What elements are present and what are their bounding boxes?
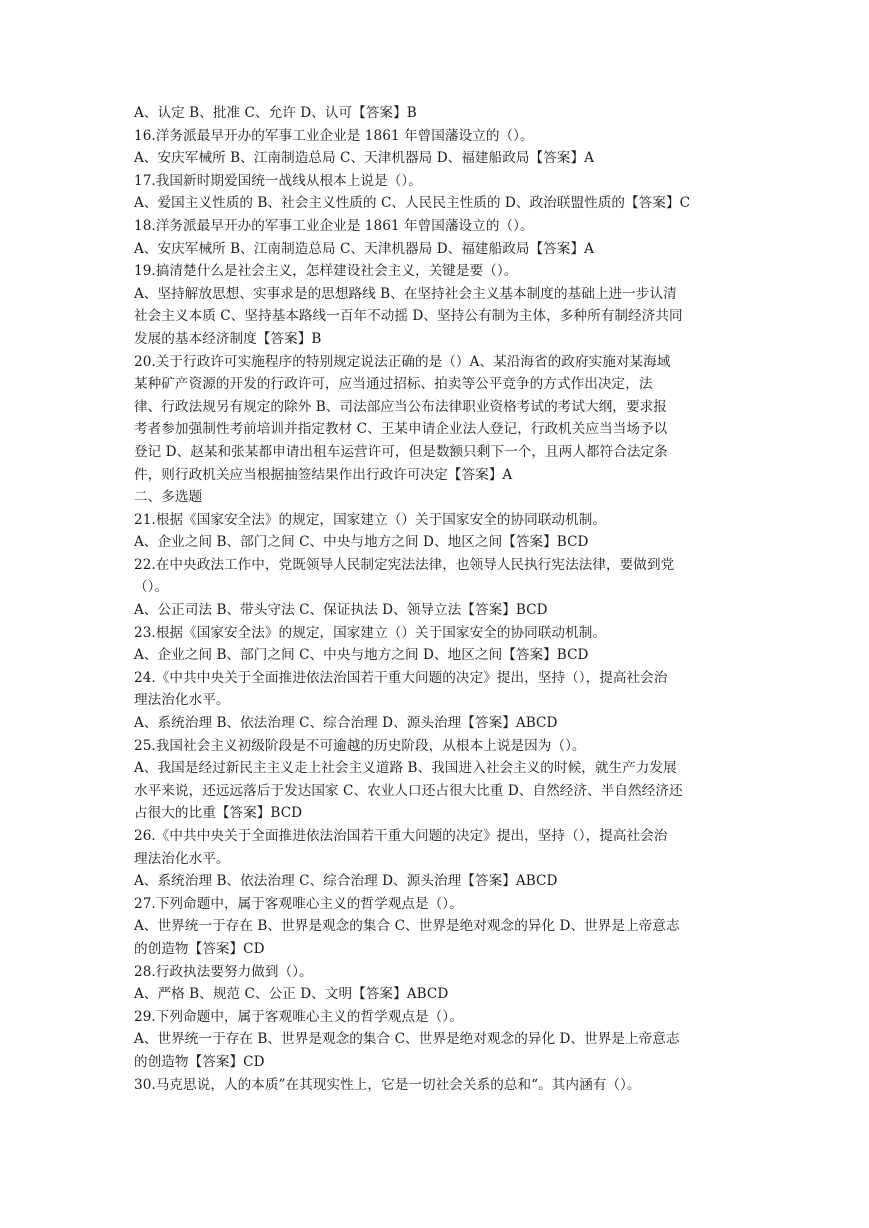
text-line: 社会主义本质 C、坚持基本路线一百年不动摇 D、坚持公有制为主体，多种所有制经济共同 bbox=[134, 308, 683, 325]
text-line: A、公正司法 B、带头守法 C、保证执法 D、领导立法【答案】BCD bbox=[134, 602, 548, 619]
text-line: A、系统治理 B、依法治理 C、综合治理 D、源头治理【答案】ABCD bbox=[134, 873, 558, 890]
text-line: 发展的基本经济制度【答案】B bbox=[134, 330, 322, 347]
text-line: 的创造物【答案】CD bbox=[134, 1053, 265, 1070]
question-22: 22.在中央政法工作中，党既领导人民制定宪法法律，也领导人民执行宪法法律，要做到党 bbox=[134, 556, 675, 573]
question-19: 19.搞清楚什么是社会主义，怎样建设社会主义，关键是要（）。 bbox=[134, 263, 518, 280]
text-line: 登记 D、赵某和张某都申请出租车运营许可，但是数额只剩下一个，且两人都符合法定条 bbox=[134, 443, 668, 460]
document-body bbox=[134, 102, 739, 1096]
section-heading: 二、多选题 bbox=[134, 489, 203, 506]
question-29: 29.下列命题中，属于客观唯心主义的哲学观点是（）。 bbox=[134, 1008, 463, 1025]
text-line: A、认定 B、批准 C、允许 D、认可【答案】B bbox=[134, 105, 417, 121]
text-line: A、安庆军械所 B、江南制造总局 C、天津机器局 D、福建船政局【答案】A bbox=[134, 240, 594, 257]
text-line: 占很大的比重【答案】BCD bbox=[134, 805, 303, 822]
text-line: 理法治化水平。 bbox=[134, 850, 230, 867]
text-line: A、爱国主义性质的 B、社会主义性质的 C、人民民主性质的 D、政治联盟性质的【答案】C bbox=[134, 195, 691, 212]
question-23: 23.根据《国家安全法》的规定，国家建立（）关于国家安全的协同联动机制。 bbox=[134, 624, 607, 641]
text-line: A、世界统一于存在 B、世界是观念的集合 C、世界是绝对观念的异化 D、世界是上帝意志 bbox=[134, 918, 680, 935]
question-27: 27.下列命题中，属于客观唯心主义的哲学观点是（）。 bbox=[134, 895, 463, 912]
text-line: 某种矿产资源的开发的行政许可，应当通过招标、拍卖等公平竞争的方式作出决定，法 bbox=[134, 376, 653, 393]
text-line: A、系统治理 B、依法治理 C、综合治理 D、源头治理【答案】ABCD bbox=[134, 715, 558, 732]
text-line: A、坚持解放思想、实事求是的思想路线 B、在坚持社会主义基本制度的基础上进一步认清 bbox=[134, 285, 677, 302]
text-line: （）。 bbox=[134, 579, 169, 596]
question-28: 28.行政执法要努力做到（）。 bbox=[134, 963, 313, 980]
question-21: 21.根据《国家安全法》的规定，国家建立（）关于国家安全的协同联动机制。 bbox=[134, 511, 607, 528]
question-18: 18.洋务派最早开办的军事工业企业是 1861 年曾国藩设立的（）。 bbox=[134, 217, 534, 234]
text-line: 件，则行政机关应当根据抽签结果作出行政许可决定【答案】A bbox=[134, 466, 513, 483]
text-line: 律、行政法规另有规定的除外 B、司法部应当公布法律职业资格考试的考试大纲，要求报 bbox=[134, 398, 667, 415]
text-line: A、安庆军械所 B、江南制造总局 C、天津机器局 D、福建船政局【答案】A bbox=[134, 150, 594, 167]
question-26: 26.《中共中央关于全面推进依法治国若干重大问题的决定》提出，坚持（），提高社会治 bbox=[134, 828, 668, 844]
text-line: 理法治化水平。 bbox=[134, 692, 230, 709]
text-line: 水平来说，还远远落后于发达国家 C、农业人口还占很大比重 D、自然经济、半自然经济还 bbox=[134, 782, 683, 799]
question-16: 16.洋务派最早开办的军事工业企业是 1861 年曾国藩设立的（）。 bbox=[134, 127, 534, 144]
question-20: 20.关于行政许可实施程序的特别规定说法正确的是（）A、某沿海省的政府实施对某海域 bbox=[134, 353, 671, 370]
text-line: A、企业之间 B、部门之间 C、中央与地方之间 D、地区之间【答案】BCD bbox=[134, 647, 589, 664]
text-line: 的创造物【答案】CD bbox=[134, 940, 265, 957]
question-24: 24.《中共中央关于全面推进依法治国若干重大问题的决定》提出，坚持（），提高社会治 bbox=[134, 669, 668, 686]
text-line: 考者参加强制性考前培训并指定教材 C、王某申请企业法人登记，行政机关应当当场予以 bbox=[134, 421, 668, 438]
text-line: A、严格 B、规范 C、公正 D、文明【答案】ABCD bbox=[134, 986, 449, 1003]
text-line: A、我国是经过新民主主义走上社会主义道路 B、我国进入社会主义的时候，就生产力发展 bbox=[134, 760, 677, 777]
question-25: 25.我国社会主义初级阶段是不可逾越的历史阶段，从根本上说是因为（）。 bbox=[134, 737, 586, 754]
question-17: 17.我国新时期爱国统一战线从根本上说是（）。 bbox=[134, 172, 422, 189]
question-30: 30.马克思说，人的本质”在其现实性上，它是一切社会关系的总和“。其内涵有（）。 bbox=[134, 1076, 641, 1093]
text-line: A、企业之间 B、部门之间 C、中央与地方之间 D、地区之间【答案】BCD bbox=[134, 534, 589, 551]
text-line: A、世界统一于存在 B、世界是观念的集合 C、世界是绝对观念的异化 D、世界是上帝意志 bbox=[134, 1031, 680, 1048]
